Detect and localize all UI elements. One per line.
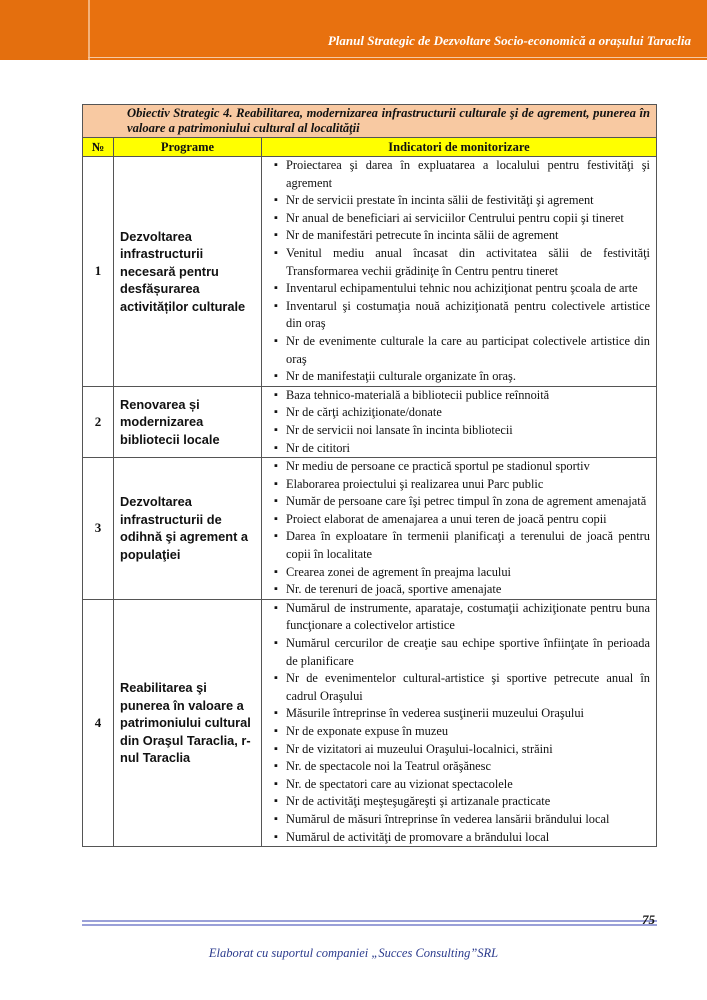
indicator-item: ▪ Venitul mediu anual încasat din activitatea sălii de festivităţi Transformarea vechii grădiniţe în Centru pentru tineret [274,245,650,280]
indicators-cell [262,386,657,457]
document-title: Planul Strategic de Dezvoltare Socio-economică a orașului Taraclia [327,33,691,48]
header-programs: Programe [114,138,262,157]
row-number: 2 [83,386,114,457]
row-number: 4 [83,599,114,846]
indicator-item: ▪ Darea în exploatare în termenii planificaţi a terenului de joacă pentru copii în localitate [274,528,650,563]
footer-line [82,920,657,922]
program-name: Dezvoltarea infrastructurii de odihnă şi agrement a populaţiei [114,458,262,600]
table-row [83,386,657,457]
header-tab [0,0,90,60]
program-name: Reabilitarea şi punerea în valoare a patrimoniului cultural din Oraşul Taraclia, r-nul Taraclia [114,599,262,846]
indicator-item: ▪ Nr de exponate expuse în muzeu [274,723,650,741]
header-band [0,0,707,60]
indicator-item: ▪ Numărul de instrumente, aparataje, costumaţii achiziţionate pentru buna funcţionare a colectivelor artistice [274,600,650,635]
indicator-item: ▪ Elaborarea proiectului şi realizarea unui Parc public [274,476,650,494]
indicator-item: ▪ Inventarul echipamentului tehnic nou achiziţionat pentru şcoala de arte [274,280,650,298]
indicator-item: ▪ Baza tehnico-materială a bibliotecii publice reînnoită [274,387,650,405]
indicator-item: ▪ Nr de evenimente culturale la care au participat colectivele artistice din oraş [274,333,650,368]
indicators-cell [262,458,657,600]
indicator-item: ▪ Nr de activităţi meşteşugăreşti şi artizanale practicate [274,793,650,811]
indicator-list [262,387,656,457]
program-name: Dezvoltarea infrastructurii necesară pentru desfășurarea activităților culturale [114,157,262,387]
indicator-item: ▪ Nr de manifestaţii culturale organizate în oraş. [274,368,650,386]
indicator-item: ▪ Nr de servicii noi lansate în incinta bibliotecii [274,422,650,440]
table-row [83,458,657,600]
indicator-item: ▪ Nr de manifestări petrecute în incinta sălii de agrement [274,227,650,245]
indicators-cell [262,599,657,846]
indicator-item: ▪ Numărul de activităţi de promovare a brăndului local [274,829,650,847]
indicator-item: ▪ Proiect elaborat de amenajarea a unui teren de joacă pentru copii [274,511,650,529]
objective-title: Obiectiv Strategic 4. Reabilitarea, modernizarea infrastructurii culturale şi de agrement, punerea în valoare a patrimoniului cultural al localităţii [83,105,657,138]
page-number: 75 [642,912,655,927]
indicator-item: ▪ Numărul cercurilor de creaţie sau echipe sportive înfiinţate în perioada de planificare [274,635,650,670]
indicator-item: ▪ Nr de vizitatori ai muzeului Oraşului-localnici, străini [274,741,650,759]
indicator-item: ▪ Crearea zonei de agrement în preajma lacului [274,564,650,582]
table-row [83,599,657,846]
indicator-item: ▪ Nr. de terenuri de joacă, sportive amenajate [274,581,650,599]
indicator-list [262,458,656,599]
indicator-item: ▪ Inventarul şi costumaţia nouă achiziţionată pentru colectivele artistice din oraş [274,298,650,333]
footer-credit: Elaborat cu suportul companiei „Succes Consulting”SRL [208,946,499,960]
indicator-item: ▪ Număr de persoane care îşi petrec timpul în zona de agrement amenajată [274,493,650,511]
indicator-list [262,600,656,846]
header-divider [88,57,707,58]
row-number: 3 [83,458,114,600]
header-indicators: Indicatori de monitorizare [262,138,657,157]
indicator-item: ▪ Numărul de măsuri întreprinse în vederea lansării brăndului local [274,811,650,829]
indicator-item: ▪ Nr de evenimentelor cultural-artistice şi sportive petrecute anual în cadrul Oraşului [274,670,650,705]
indicator-item: ▪ Proiectarea şi darea în expluatarea a localului pentru festivităţi şi agrement [274,157,650,192]
table-row [83,157,657,387]
indicator-item: ▪ Nr de cititori [274,440,650,458]
indicator-item: ▪ Nr. de spectacole noi la Teatrul orăşănesc [274,758,650,776]
indicator-item: ▪ Măsurile întreprinse în vederea susţinerii muzeului Oraşului [274,705,650,723]
indicator-item: ▪ Nr. de spectatori care au vizionat spectacolele [274,776,650,794]
indicators-cell [262,157,657,387]
indicator-list [262,157,656,386]
indicator-item: ▪ Nr anual de beneficiari ai serviciilor Centrului pentru copii şi tineret [274,210,650,228]
footer-line [82,924,657,926]
indicator-item: ▪ Nr de servicii prestate în incinta sălii de festivităţi şi agrement [274,192,650,210]
indicator-item: ▪ Nr mediu de persoane ce practică sportul pe stadionul sportiv [274,458,650,476]
row-number: 1 [83,157,114,387]
indicator-item: ▪ Nr de cărţi achiziţionate/donate [274,404,650,422]
header-num: № [83,138,114,157]
objective-table [82,104,657,847]
program-name: Renovarea și modernizarea bibliotecii locale [114,386,262,457]
